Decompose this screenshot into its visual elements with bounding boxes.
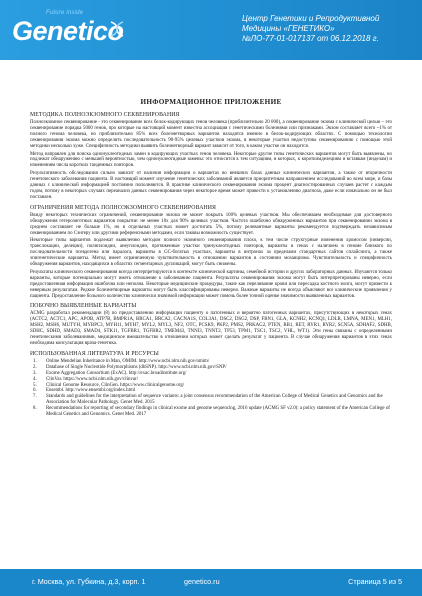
reference-text: Recommendations for reporting of secondary findings in clinical exome and genome sequencing, 2016 update (ACMG SF v2.0): a policy statement of the American College of Medical Genetics and Genomics. Genet Med. 2017 <box>46 406 390 418</box>
logo-tagline: Future inside <box>46 10 84 16</box>
reference-text: Exome Aggregation Consortium (ExAC). http://exac.broadinstitute.org/ <box>46 370 187 376</box>
section-paragraph: Ввиду некоторых технических ограничений, секвенирование экзома не может покрыть 100% целевых участков. Мы обеспечиваем необходимые для достоверного обнаружения гетерозиготных вариантов покрытие: не менее 10х для 90% целевых участков. Частота ошибочно обнаруженных вариантов при секвенировании экзома в среднем составляет не больше 1%, но в отдельных участках может достигать 5%, потому релевантные варианты рекомендуется подтверждать независимым секвенированием по Сэнгеру или другими референсными методами, если таковы возможность существует. <box>30 212 392 236</box>
reference-text: Online Mendelian Inheritance in Man, OMIM. http://www.ncbi.nlm.nih.gov/omim/ <box>46 358 210 364</box>
section-paragraph: Метод направлен для поиска однонуклеотидных замен в кодирующих участках генов человека. Некоторые другие типы генетических вариантов могут быть выявлены, но подлежат обнаружению с меньшей вероятностью, чем однонуклеотидные замены: это относится к тем ситуациям, в которых, к короткимделециям и вставкам (инделам) и изменениям числа коротких тандемных повторов. <box>30 151 392 169</box>
dna-helix-icon <box>108 20 126 38</box>
section-paragraph: ACMG разработал рекомендации (8) по предоставлению информации пациенту о патогенных и вероятно патогенных вариантах, присутствующих в некоторых генах (ACTC2, ACTC1, APC, APOB, ATP7B, BMPR1A, BRCA1, BRCA2, CACNA1S, COL3A1, DSC2, DSG2, DSP, FBN1, GLA, KCNH2, KCNQ1, LDLR, LMNA, MEN1, MLH1, MSH2, MSH6, MUTYH, MYBPC3, MYH11, MYH7, MYL2, MYL3, NF2, OTC, PCSK9, PKP2, PMS2, PRKAG2, PTEN, RB1, RET, RYR1, RYR2, SCN5A, SDHAF2, SDHB, SDHC, SDHD, SMAD3, SMAD4, STK11, TGFBR1, TGFBR2, TMEM43, TNNI3, TNNT2, TP53, TPM1, TSC1, TSC2, VHL, WT1). Эти гены связаны с определенными генетическими заболеваниями, медицинское вмешательство в отношении которых может сделать результат у пациента. В случае обнаружения вариантов в этих генах необходима консультация врача-генетика. <box>30 311 392 346</box>
reference-text: ClinVar. https://www.ncbi.nlm.nih.gov/clinvar/ <box>46 376 139 382</box>
reference-text: Ensembl. http://www.ensembl.org/index.html <box>46 388 136 394</box>
section-paragraph: Результативность обследования сильно зависит от наличия информации о вариантах во внешних базах данных клинических вариантов, а также от вторичности генетического заболевания пациента. В настоящий момент изучение генетических заболеваний является приоритетным направлением исследований во всем мире, и базы данных с клинической информацией постоянно пополняются. В практике клинического секвенирования экзома процент диагностированных случаев растет с каждым годом, потому в некоторых случаях переанализ данных секвенирования через некоторое время может привести к установлению диагноза, даже если изначально он не был поставлен. <box>30 171 392 200</box>
document-body <box>30 98 392 418</box>
section-heading: ОГРАНИЧЕНИЯ МЕТОДА ПОЛНОЭКЗОМНОГО СЕКВЕНИРОВАНИЯ <box>30 204 217 211</box>
reference-item <box>30 406 392 418</box>
document-sections <box>30 112 392 358</box>
reference-number: 7. <box>33 394 37 400</box>
reference-number: 5. <box>33 382 37 388</box>
section-paragraph: Полноэкзомное секвенирование - это секвенирование всех белок-кодирующих генов человека (приблизительно 20 000), а секвенирование экзома с клинической целью – это секвенирование порядка 5000 генов, про которые на настоящий момент известна ассоциация с генетическими болезнями или признаками. Экзом составляет всего ~1% от полного генома человека, но приблизительно 85% всех болезнетворных вариантов находятся именно в белок-кодирующих областях. С помощью технологии секвенирования экзома можно определить последовательность 90-95% целевых участков экзома, в некоторые участки недоступны секвенированию с помощью этой методики несколько хуже. Специфичность методики выявить болезнетворный вариант зависит от того, в каком участке он находится. <box>30 120 392 149</box>
page-header <box>0 0 422 60</box>
reference-item <box>30 394 392 406</box>
references-list <box>30 359 392 418</box>
reference-text: Database of Single Nucleotide Polymorphisms (dbSNP). http://www.ncbi.nlm.nih.gov/SNP/ <box>46 364 227 370</box>
section-paragraph: Результаты клинического секвенирования всегда интерпретируются в контексте клинической картины, семейной истории и других лабораторных данных. Изучаются только варианты, которые потенциально могут иметь отношение к заболеванию пациента. Результаты секвенирования экзома могут быть интерпретированы неверно, если предоставленная информация ошибочна или неполна. Некоторые медицинские процедуры, такие как переливание крови или пересадка костного мозга, могут привести к неверным результатам. Редкие болезнетворные варианты могут быть классифицированы неверно. Важные варианты не всегда объясняют все клинические проявления у пациента. Предоставление больного количество клинически значимой информации может помочь более точной оценке значимости выявленных вариантов. <box>30 269 392 299</box>
page-footer <box>0 569 422 596</box>
reference-text: Standards and guidelines for the interpretation of sequence variants: a joint consensus recommendation of the American College of Medical Genetics and Genomics and the Association for Molecular Pathology. Genet Med. 2015 <box>46 394 383 406</box>
genetico-logo <box>12 10 152 50</box>
reference-number: 2. <box>33 364 37 370</box>
clinic-name-line2: Медицины «ГЕНЕТИКО» <box>242 24 335 33</box>
section-heading: МЕТОДИКА ПОЛНОЭКЗОМНОГО СЕКВЕНИРОВАНИЯ <box>30 112 180 118</box>
reference-number: 3. <box>33 370 37 376</box>
reference-number: 6. <box>33 388 37 394</box>
license-number: №ЛО-77-01-017137 от 06.12.2018 г. <box>242 34 379 43</box>
document-title: ИНФОРМАЦИОННОЕ ПРИЛОЖЕНИЕ <box>140 98 282 106</box>
reference-number: 1. <box>33 358 37 364</box>
reference-text: Clinical Genome Resource, ClinGen. https://www.clinicalgenome.org/ <box>46 382 185 388</box>
footer-address: г. Москва, ул. Губкина, д.3, корп. 1 <box>32 577 146 586</box>
reference-number: 4. <box>33 376 37 382</box>
section-heading: ПОБОЧНО ВЫЯВЛЕННЫЕ ВАРИАНТЫ <box>30 303 137 310</box>
clinic-name-line1: Центр Генетики и Репродуктивной <box>242 14 380 23</box>
reference-number: 8. <box>33 406 37 412</box>
page-number: Страница 5 из 5 <box>348 577 402 586</box>
logo-wordmark: Genetico <box>12 16 124 46</box>
clinic-info <box>242 14 412 44</box>
footer-website[interactable]: genetico.ru <box>184 577 220 586</box>
section-heading: ИСПОЛЬЗОВАННАЯ ЛИТЕРАТУРА И РЕСУРСЫ <box>30 350 159 357</box>
section-paragraph: Некоторые типы вариантов подлежат выявлению методом полного экзомного секвенирования плохо, к тем числе структурные изменения хромосом (инверсии, транслокации, делеции), полиплоидии, анеуплоидии, протяженные участки тринуклеотидных повторов, варианты в генах с наличием в геноме близкого по последовательности псевдогена или паралога, варианты в GC-богатых участках, варианты в интронах за пределами стандартных сайтов сплайсинга, а также эпигенетические варианты. Метод имеет ограниченную чувствительность в отношении вариантов в состоянии мозаицизма. Чувствительность и специфичность обнаружения вариантов, находящихся в областях сегментарных дупликаций, могут быть снижены. <box>30 238 392 268</box>
